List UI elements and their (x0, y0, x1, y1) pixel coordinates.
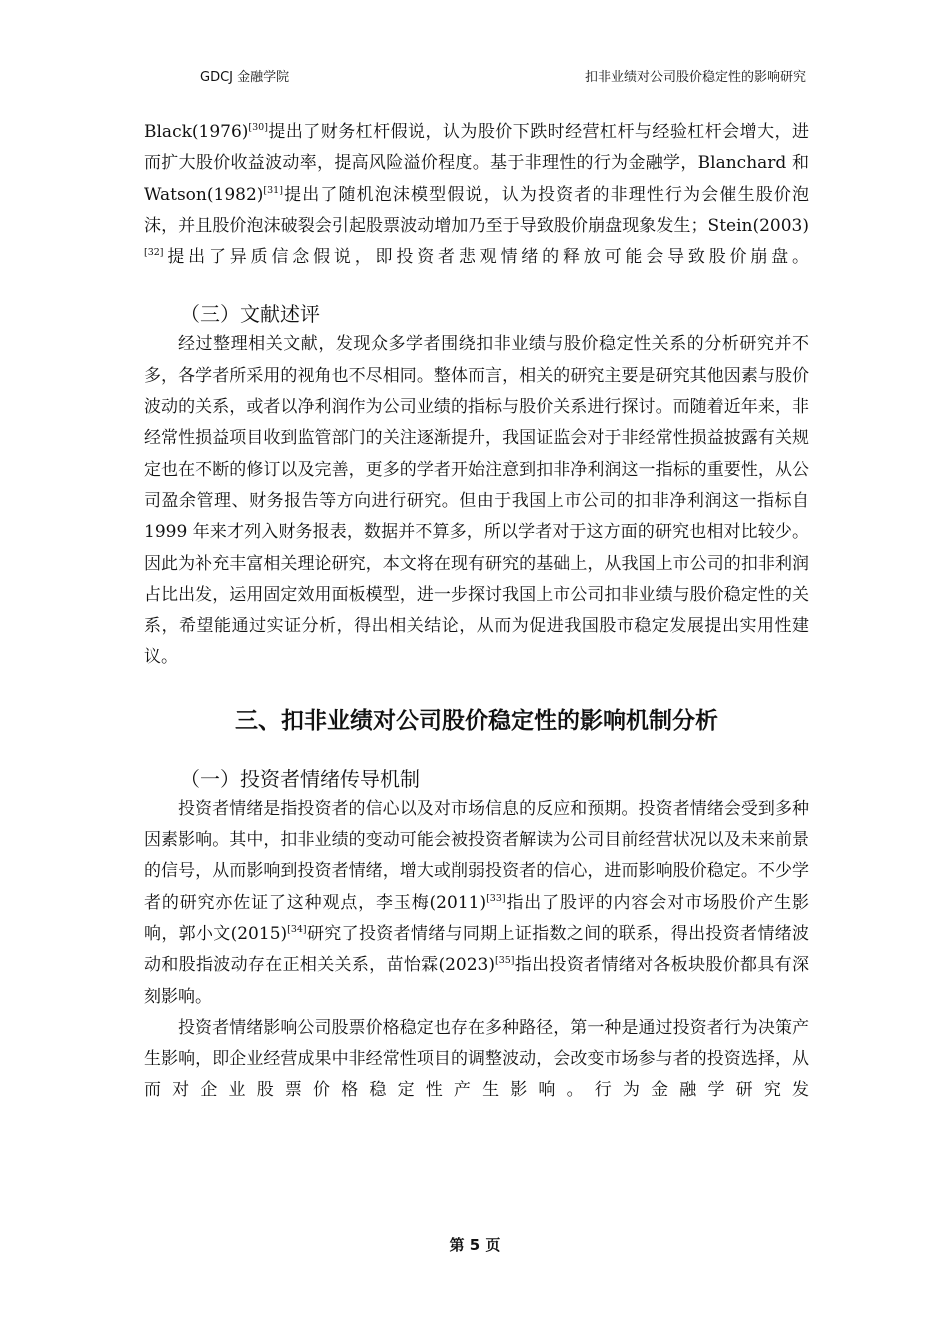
ref-33: [33] (486, 892, 506, 904)
paragraph-influence-paths: 投资者情绪影响公司股票价格稳定也存在多种路径，第一种是通过投资者行为决策产生影响，即企业经营成果中非经常性项目的调整波动，会改变市场参与者的投资选择，从而对企业股票价格稳定性产生影响。行为金融学研究发 (144, 1017, 809, 1101)
header-thesis-title: 扣非业绩对公司股价稳定性的影响研究 (584, 70, 806, 85)
text-run: 指出了股评的内容会对市场股价产生影响，郭小文(2015) (144, 892, 810, 944)
ref-30: [30] (248, 122, 268, 133)
ref-35: [35] (495, 955, 515, 967)
text-run: 研究了投资者情绪与同期上证指数之间的联系，得出投资者情绪波动和股指波动存在正相关关系，苗怡霖(2023) (144, 923, 809, 976)
paragraph-theories (144, 117, 809, 273)
ref-34: [34] (287, 923, 307, 935)
text-run: 提出了财务杠杆假说，认为股价下跌时经营杠杆与经验杠杆会增大，进而扩大股价收益波动率，提高风险溢价程度。基于非理性的行为金融学，Blanchard 和 Watson(1982) (144, 122, 809, 205)
ref-31: [31] (263, 184, 283, 196)
chapter-heading: 三、扣非业绩对公司股价稳定性的影响机制分析 (235, 707, 718, 734)
paragraph-investor-sentiment (144, 794, 809, 1013)
citation-black: Black(1976) (144, 122, 249, 142)
text-run: 提出了随机泡沫模型假说，认为投资者的非理性行为会催生股价泡沫，并且股价泡沫破裂会引起股票波动增加乃至于导致股价崩盘现象发生；Stein(2003) (144, 184, 809, 236)
header-institution: GDCJ 金融学院 (200, 70, 290, 85)
page-body (144, 117, 809, 1107)
paragraph-literature-review: 经过整理相关文献，发现众多学者围绕扣非业绩与股价稳定性关系的分析研究并不多，各学者所采用的视角也不尽相同。整体而言，相关的研究主要是研究其他因素与股价波动的关系，或者以净利润作为公司业绩的指标与股价关系进行探讨。而随着近年来，非经常性损益项目收到监管部门的关注逐渐提升，我国证监会对于非经常性损益披露有关规定也在不断的修订以及完善，更多的学者开始注意到扣非净利润这一指标的重要性，从公司盈余管理、财务报告等方向进行研究。但由于我国上市公司的扣非净利润这一指标自 1999 年来才列入财务报表，数据并不算多，所以学者对于这方面的研究也相对比较少。因此为补充丰富相关理论研究，本文将在现有研究的基础上，从我国上市公司的扣非利润占比出发，运用固定效用面板模型，进一步探讨我国上市公司扣非业绩与股价稳定性的关系，希望能通过实证分析，得出相关结论，从而为促进我国股市稳定发展提出实用性建议。 (144, 334, 809, 668)
text-run: 指出投资者情绪对各板块股价都具有深刻影响。 (144, 955, 810, 1007)
page-header (0, 66, 950, 88)
text-run: 投资者情绪是指投资者的信心以及对市场信息的反应和预期。投资者情绪会受到多种因素影响。其中，扣非业绩的变动可能会被投资者解读为公司目前经营状况以及未来前景的信号，从而影响到投资者情绪，增大或削弱投资者的信心，进而影响股价稳定。不少学者的研究亦佐证了这种观点，李玉梅(2011) (144, 798, 809, 913)
section-heading-literature-review: （三）文献述评 (180, 302, 320, 327)
section-heading-investor-sentiment: （一）投资者情绪传导机制 (180, 766, 420, 791)
page-number: 第 5 页 (449, 1236, 501, 1254)
ref-32: [32] (144, 247, 164, 259)
text-run: 提出了异质信念假说，即投资者悲观情绪的释放可能会导致股价崩盘。 (163, 247, 809, 268)
